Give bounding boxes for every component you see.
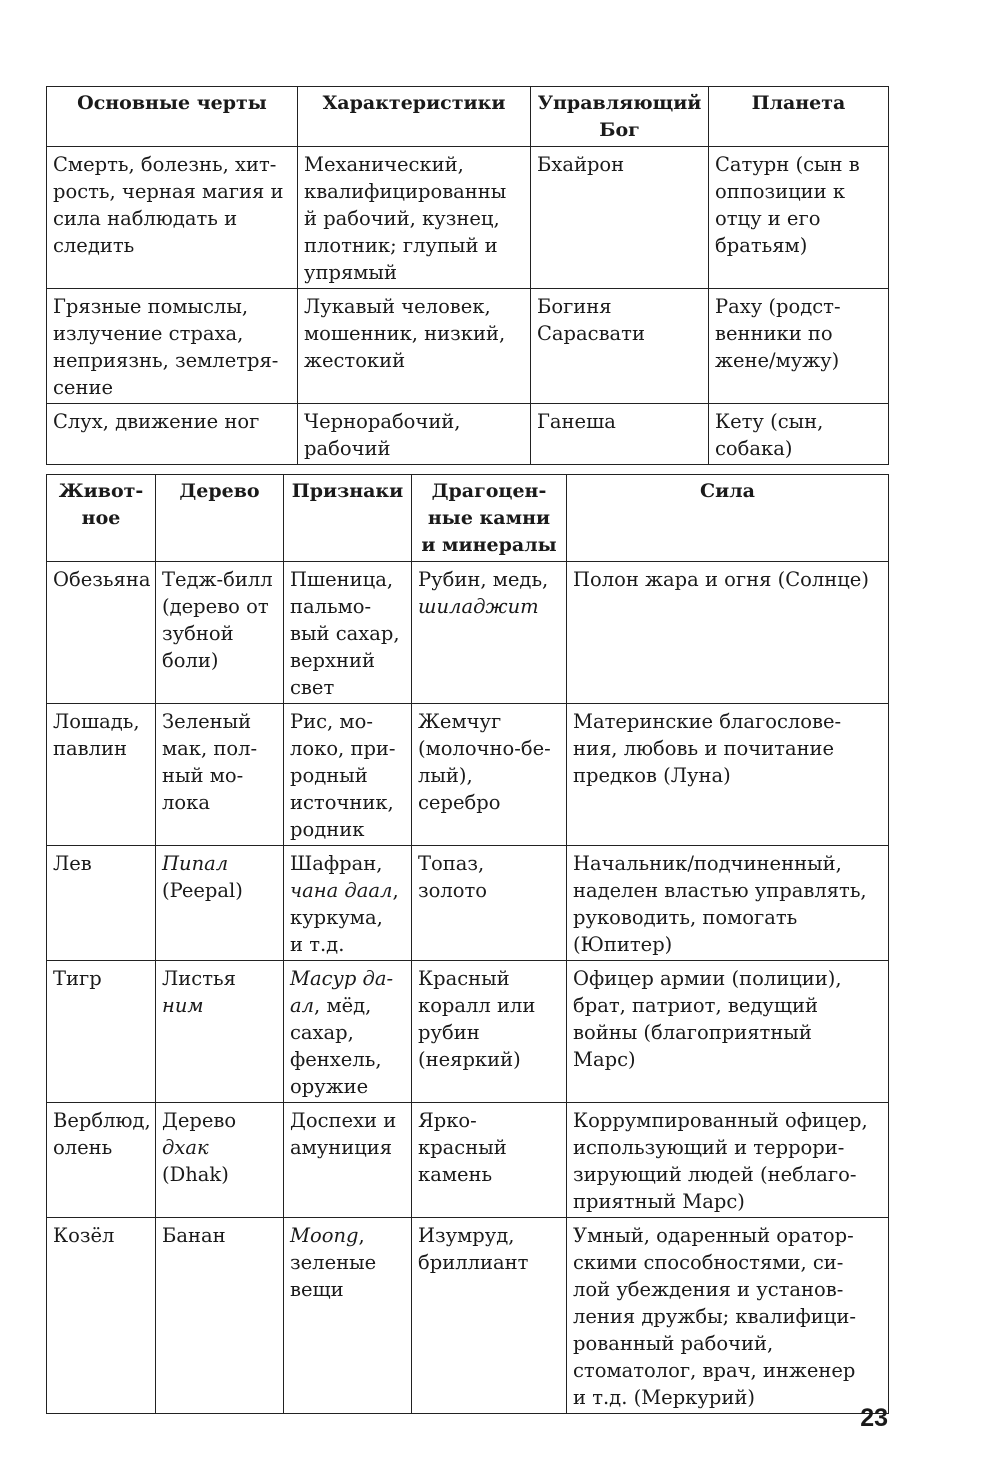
table-cell bbox=[284, 961, 412, 1103]
italic-term: ал bbox=[290, 994, 315, 1017]
table-cell bbox=[47, 562, 156, 704]
table-cell bbox=[284, 1103, 412, 1218]
cell-line: Раху (родст- bbox=[715, 295, 841, 318]
cell-line: Красный bbox=[418, 967, 510, 990]
cell-line: Чернорабочий, bbox=[304, 410, 461, 433]
table-cell bbox=[47, 289, 298, 404]
italic-term: дхак bbox=[162, 1136, 209, 1159]
table-cell bbox=[284, 704, 412, 846]
cell-line: Материнские благослове- bbox=[573, 710, 842, 733]
cell-line: Рубин, медь, bbox=[418, 568, 549, 591]
table-cell bbox=[412, 1218, 567, 1414]
column-header bbox=[412, 475, 567, 562]
cell-line: Шафран, bbox=[290, 852, 383, 875]
table-row bbox=[47, 1103, 889, 1218]
cell-line: Ганеша bbox=[537, 410, 616, 433]
planet-attributes-table bbox=[46, 86, 889, 465]
cell-line: жестокий bbox=[304, 349, 406, 372]
cell-line: зеленые bbox=[290, 1251, 377, 1274]
table-cell bbox=[156, 1103, 284, 1218]
cell-line: куркума, bbox=[290, 906, 383, 929]
column-header bbox=[709, 87, 889, 147]
cell-line: использующий и террори- bbox=[573, 1136, 845, 1159]
table-cell bbox=[412, 846, 567, 961]
cell-line: Сатурн (сын в bbox=[715, 153, 860, 176]
table-cell bbox=[284, 1218, 412, 1414]
table-row bbox=[47, 404, 889, 465]
cell-line: Бог bbox=[599, 119, 640, 141]
table-cell bbox=[709, 147, 889, 289]
table-cell bbox=[531, 404, 709, 465]
cell-line: стоматолог, врач, инженер bbox=[573, 1359, 856, 1382]
cell-line: рость, черная магия и bbox=[53, 180, 284, 203]
cell-line: Смерть, болезнь, хит- bbox=[53, 153, 277, 176]
cell-line: ный мо- bbox=[162, 764, 244, 787]
cell-line: Обезьяна bbox=[53, 568, 151, 591]
cell-line: сила наблюдать и bbox=[53, 207, 238, 230]
cell-line: свет bbox=[290, 676, 335, 699]
cell-line: Тигр bbox=[53, 967, 102, 990]
text-segment: , bbox=[358, 1224, 365, 1247]
cell-line: мак, пол- bbox=[162, 737, 258, 760]
table-row bbox=[47, 562, 889, 704]
cell-line: (Peepal) bbox=[162, 879, 243, 902]
cell-line: Офицер армии (полиции), bbox=[573, 967, 842, 990]
cell-line: Лошадь, bbox=[53, 710, 140, 733]
table-cell bbox=[531, 289, 709, 404]
table-cell bbox=[156, 846, 284, 961]
cell-line: собака) bbox=[715, 437, 793, 460]
cell-line: Механический, bbox=[304, 153, 464, 176]
cell-line bbox=[418, 593, 560, 620]
table-row bbox=[47, 846, 889, 961]
cell-line: Планета bbox=[751, 92, 846, 114]
table-row bbox=[47, 1218, 889, 1414]
table1-body bbox=[47, 147, 889, 465]
cell-line: упрямый bbox=[304, 261, 397, 284]
table-cell bbox=[567, 1103, 889, 1218]
cell-line: Богиня bbox=[537, 295, 612, 318]
cell-line: лока bbox=[162, 791, 210, 814]
table2-header-row bbox=[47, 475, 889, 562]
cell-line: Банан bbox=[162, 1224, 226, 1247]
cell-line: вый сахар, bbox=[290, 622, 400, 645]
cell-line: Умный, одаренный оратор- bbox=[573, 1224, 854, 1247]
cell-line: жене/мужу) bbox=[715, 349, 840, 372]
cell-line: Сарасвати bbox=[537, 322, 645, 345]
cell-line: Полон жара и огня (Солнце) bbox=[573, 568, 869, 591]
table-cell bbox=[709, 404, 889, 465]
cell-line: отцу и его bbox=[715, 207, 821, 230]
table-row bbox=[47, 147, 889, 289]
cell-line: Характеристики bbox=[322, 92, 506, 114]
column-header bbox=[567, 475, 889, 562]
cell-line bbox=[290, 992, 405, 1019]
cell-line: вещи bbox=[290, 1278, 344, 1301]
table-cell bbox=[156, 704, 284, 846]
cell-line: следить bbox=[53, 234, 135, 257]
table-cell bbox=[47, 961, 156, 1103]
cell-line: красный bbox=[418, 1136, 507, 1159]
cell-line: Лев bbox=[53, 852, 92, 875]
cell-line: золото bbox=[418, 879, 488, 902]
table-cell bbox=[567, 846, 889, 961]
table1-header-row bbox=[47, 87, 889, 147]
cell-line: лый), bbox=[418, 764, 473, 787]
cell-line: Бхайрон bbox=[537, 153, 625, 176]
cell-line: войны (благоприятный bbox=[573, 1021, 812, 1044]
cell-line: Топаз, bbox=[418, 852, 485, 875]
cell-line: камень bbox=[418, 1163, 493, 1186]
cell-line: и т.д. bbox=[290, 933, 345, 956]
table-cell bbox=[567, 1218, 889, 1414]
cell-line: Рис, мо- bbox=[290, 710, 373, 733]
cell-line: оппозиции к bbox=[715, 180, 846, 203]
cell-line: брат, патриот, ведущий bbox=[573, 994, 818, 1017]
table-cell bbox=[47, 147, 298, 289]
cell-line: Основные черты bbox=[77, 92, 267, 114]
italic-term: Масур да- bbox=[290, 967, 394, 990]
column-header bbox=[156, 475, 284, 562]
column-header bbox=[284, 475, 412, 562]
cell-line: Кету (сын, bbox=[715, 410, 824, 433]
table-cell bbox=[284, 846, 412, 961]
cell-line: оружие bbox=[290, 1075, 369, 1098]
cell-line: и т.д. (Меркурий) bbox=[573, 1386, 755, 1409]
cell-line: Управляющий bbox=[537, 92, 702, 114]
table-cell bbox=[284, 562, 412, 704]
cell-line: Марс) bbox=[573, 1048, 636, 1071]
cell-line: локо, при- bbox=[290, 737, 396, 760]
cell-line bbox=[162, 992, 277, 1019]
cell-line: Тедж-билл bbox=[162, 568, 273, 591]
cell-line: фенхель, bbox=[290, 1048, 382, 1071]
table2-body bbox=[47, 562, 889, 1414]
cell-line: Начальник/подчиненный, bbox=[573, 852, 842, 875]
cell-line: Лукавый человек, bbox=[304, 295, 491, 318]
table-cell bbox=[412, 961, 567, 1103]
cell-line: и минералы bbox=[421, 534, 557, 556]
table-cell bbox=[567, 961, 889, 1103]
cell-line: сахар, bbox=[290, 1021, 354, 1044]
cell-line bbox=[162, 1134, 277, 1161]
cell-line: зубной bbox=[162, 622, 234, 645]
text-segment: , bbox=[392, 879, 399, 902]
italic-term: чана даал bbox=[290, 879, 393, 902]
cell-line: Изумруд, bbox=[418, 1224, 515, 1247]
column-header bbox=[47, 87, 298, 147]
cell-line: амуниция bbox=[290, 1136, 393, 1159]
cell-line: Признаки bbox=[291, 480, 404, 502]
cell-line: родный bbox=[290, 764, 368, 787]
cell-line: ления дружбы; квалифици- bbox=[573, 1305, 856, 1328]
cell-line: родник bbox=[290, 818, 365, 841]
table-cell bbox=[298, 404, 531, 465]
cell-line: неприязнь, землетря- bbox=[53, 349, 279, 372]
italic-term: шиладжит bbox=[418, 595, 539, 618]
cell-line: Драгоцен- bbox=[431, 480, 547, 502]
cell-line: Пшеница, bbox=[290, 568, 394, 591]
cell-line: (Юпитер) bbox=[573, 933, 673, 956]
cell-line: лой убеждения и установ- bbox=[573, 1278, 844, 1301]
italic-term: Moong bbox=[290, 1224, 359, 1247]
cell-line: Грязные помыслы, bbox=[53, 295, 249, 318]
cell-line: источник, bbox=[290, 791, 394, 814]
animals-trees-table bbox=[46, 474, 889, 1414]
cell-line: Зеленый bbox=[162, 710, 252, 733]
cell-line bbox=[290, 877, 405, 904]
column-header bbox=[298, 87, 531, 147]
text-segment: , мёд, bbox=[314, 994, 372, 1017]
cell-line: (Dhak) bbox=[162, 1163, 229, 1186]
table-cell bbox=[47, 1218, 156, 1414]
cell-line: руководить, помогать bbox=[573, 906, 798, 929]
table-cell bbox=[156, 961, 284, 1103]
page-number: 23 bbox=[860, 1404, 888, 1432]
cell-line bbox=[290, 1222, 405, 1249]
cell-line: Живот- bbox=[58, 480, 144, 502]
table-row bbox=[47, 289, 889, 404]
cell-line: мошенник, низкий, bbox=[304, 322, 506, 345]
cell-line: излучение страха, bbox=[53, 322, 244, 345]
cell-line: сение bbox=[53, 376, 113, 399]
italic-term: Пипал bbox=[162, 852, 229, 875]
cell-line: Доспехи и bbox=[290, 1109, 397, 1132]
cell-line: Жемчуг bbox=[418, 710, 502, 733]
cell-line: Верблюд, bbox=[53, 1109, 151, 1132]
cell-line: олень bbox=[53, 1136, 113, 1159]
cell-line: плотник; глупый и bbox=[304, 234, 498, 257]
cell-line: рованный рабочий, bbox=[573, 1332, 774, 1355]
cell-line bbox=[290, 965, 405, 992]
cell-line: бриллиант bbox=[418, 1251, 529, 1274]
cell-line bbox=[162, 850, 277, 877]
cell-line: павлин bbox=[53, 737, 127, 760]
table-cell bbox=[412, 704, 567, 846]
cell-line: (неяркий) bbox=[418, 1048, 521, 1071]
cell-line: серебро bbox=[418, 791, 501, 814]
table-cell bbox=[47, 846, 156, 961]
cell-line: Дерево bbox=[162, 1109, 237, 1132]
cell-line: квалифицированны bbox=[304, 180, 507, 203]
cell-line: приятный Марс) bbox=[573, 1190, 745, 1213]
cell-line: ния, любовь и почитание bbox=[573, 737, 835, 760]
cell-line: Листья bbox=[162, 967, 236, 990]
cell-line: ное bbox=[81, 507, 121, 529]
table-cell bbox=[156, 562, 284, 704]
table-cell bbox=[412, 1103, 567, 1218]
cell-line: коралл или bbox=[418, 994, 536, 1017]
table-cell bbox=[298, 147, 531, 289]
table-cell bbox=[47, 1103, 156, 1218]
table-cell bbox=[47, 404, 298, 465]
cell-line: Слух, движение ног bbox=[53, 410, 260, 433]
cell-line: Сила bbox=[700, 480, 755, 502]
table-row bbox=[47, 961, 889, 1103]
cell-line: наделен властью управлять, bbox=[573, 879, 867, 902]
cell-line: верхний bbox=[290, 649, 375, 672]
column-header bbox=[531, 87, 709, 147]
cell-line: рабочий bbox=[304, 437, 391, 460]
cell-line: скими способностями, си- bbox=[573, 1251, 844, 1274]
table-row bbox=[47, 704, 889, 846]
cell-line: зирующий людей (неблаго- bbox=[573, 1163, 857, 1186]
cell-line: братьям) bbox=[715, 234, 808, 257]
cell-line: Ярко- bbox=[418, 1109, 477, 1132]
cell-line: (дерево от bbox=[162, 595, 269, 618]
cell-line: предков (Луна) bbox=[573, 764, 731, 787]
cell-line: пальмо- bbox=[290, 595, 372, 618]
cell-line: Козёл bbox=[53, 1224, 115, 1247]
table-cell bbox=[567, 562, 889, 704]
table-cell bbox=[298, 289, 531, 404]
cell-line: й рабочий, кузнец, bbox=[304, 207, 500, 230]
cell-line: боли) bbox=[162, 649, 219, 672]
cell-line: (молочно-бе- bbox=[418, 737, 551, 760]
italic-term: ним bbox=[162, 994, 204, 1017]
table-cell bbox=[709, 289, 889, 404]
table-cell bbox=[567, 704, 889, 846]
cell-line: рубин bbox=[418, 1021, 480, 1044]
cell-line: Дерево bbox=[179, 480, 260, 502]
table-cell bbox=[156, 1218, 284, 1414]
cell-line: Коррумпированный офицер, bbox=[573, 1109, 868, 1132]
cell-line: ные камни bbox=[427, 507, 551, 529]
table-cell bbox=[412, 562, 567, 704]
table-cell bbox=[531, 147, 709, 289]
cell-line: венники по bbox=[715, 322, 833, 345]
table-cell bbox=[47, 704, 156, 846]
column-header bbox=[47, 475, 156, 562]
